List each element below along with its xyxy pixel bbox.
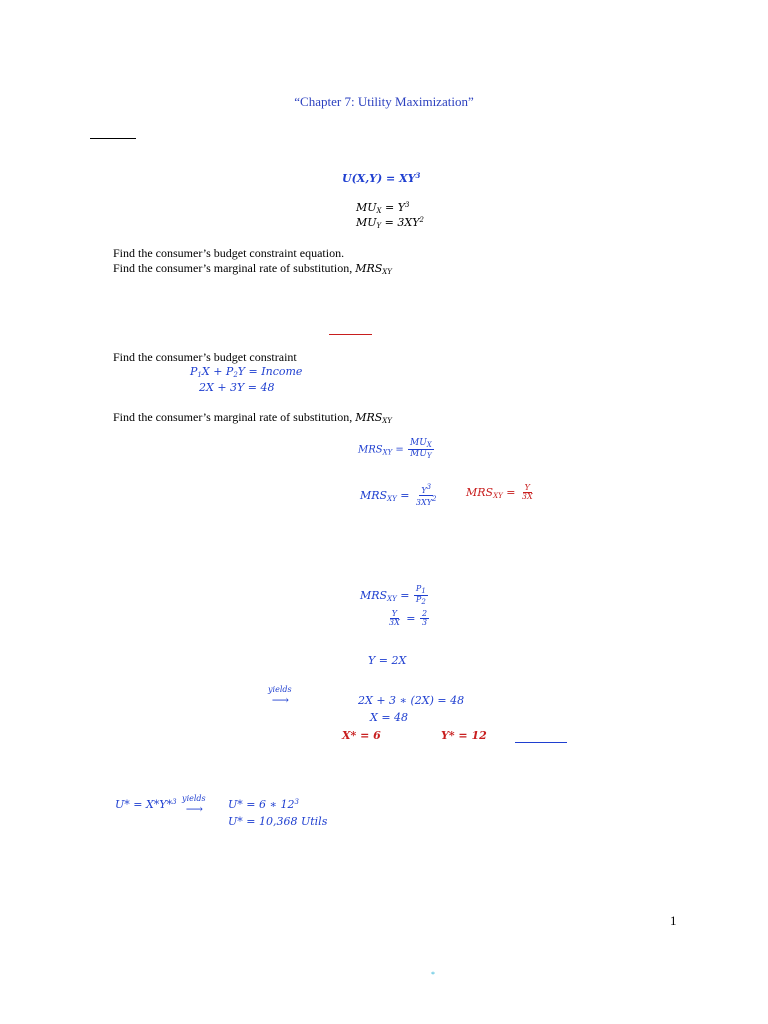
budget-specific: 2X + 3Y = 48 [199, 381, 275, 394]
underline-solution [329, 334, 372, 335]
mrs-definition: $MRS_{XY}$ = $\frac{MU_X}{MU_Y}$ [358, 438, 432, 461]
y-star: Y* = 12 [441, 729, 487, 742]
u-star-substituted: U* = 6 ∗ $12^3$ [228, 798, 299, 811]
substitution-line: 2X + 3 ∗ (2X) = 48 [358, 694, 465, 707]
page-title: “Chapter 7: Utility Maximization” [294, 94, 474, 109]
yields-arrow-1: yields ⟶ [268, 685, 292, 707]
question-budget: Find the consumer’s budget constraint equation. [113, 246, 345, 260]
mrs-heading: Find the consumer’s marginal rate of substitution, $MRS_{XY}$ [113, 410, 392, 425]
page-number: 1 [670, 913, 677, 928]
mu-y: $MU_Y = 3XY^2$ [356, 216, 424, 230]
u-star-final: U* = 10,368 Utils [228, 815, 328, 828]
mrs-substituted: $MRS_{XY}$ = $\frac{Y^3}{3XY^2}$ [360, 483, 437, 508]
ratio-equation: $\frac{Y}{3X}$ = $\frac{2}{3}$ [389, 609, 428, 628]
budget-heading: Find the consumer’s budget constraint [113, 350, 297, 364]
x-star: X* = 6 [342, 729, 381, 742]
budget-general: $P_1X + P_2Y$ = Income [190, 365, 303, 379]
u-star-definition: U* = X*Y*$^3$ yields ⟶ [115, 794, 206, 816]
utility-function: $U(X,Y) = XY^3$ [342, 171, 421, 185]
mu-x: $MU_X = Y^3$ [356, 201, 410, 215]
footer-mark: * [431, 970, 435, 979]
underline-optimum [515, 742, 567, 743]
y-equals-2x: Y = 2X [368, 654, 407, 667]
question-mrs: Find the consumer’s marginal rate of substitution, $MRS_{XY}$ [113, 261, 392, 276]
mrs-simplified: $MRS_{XY}$ = $\frac{Y}{3X}$ [466, 483, 533, 502]
mrs-equals-price-ratio: $MRS_{XY}$ = $\frac{P_1}{P_2}$ [360, 584, 426, 607]
x-line: X = 48 [370, 711, 409, 724]
underline-given [90, 138, 136, 139]
